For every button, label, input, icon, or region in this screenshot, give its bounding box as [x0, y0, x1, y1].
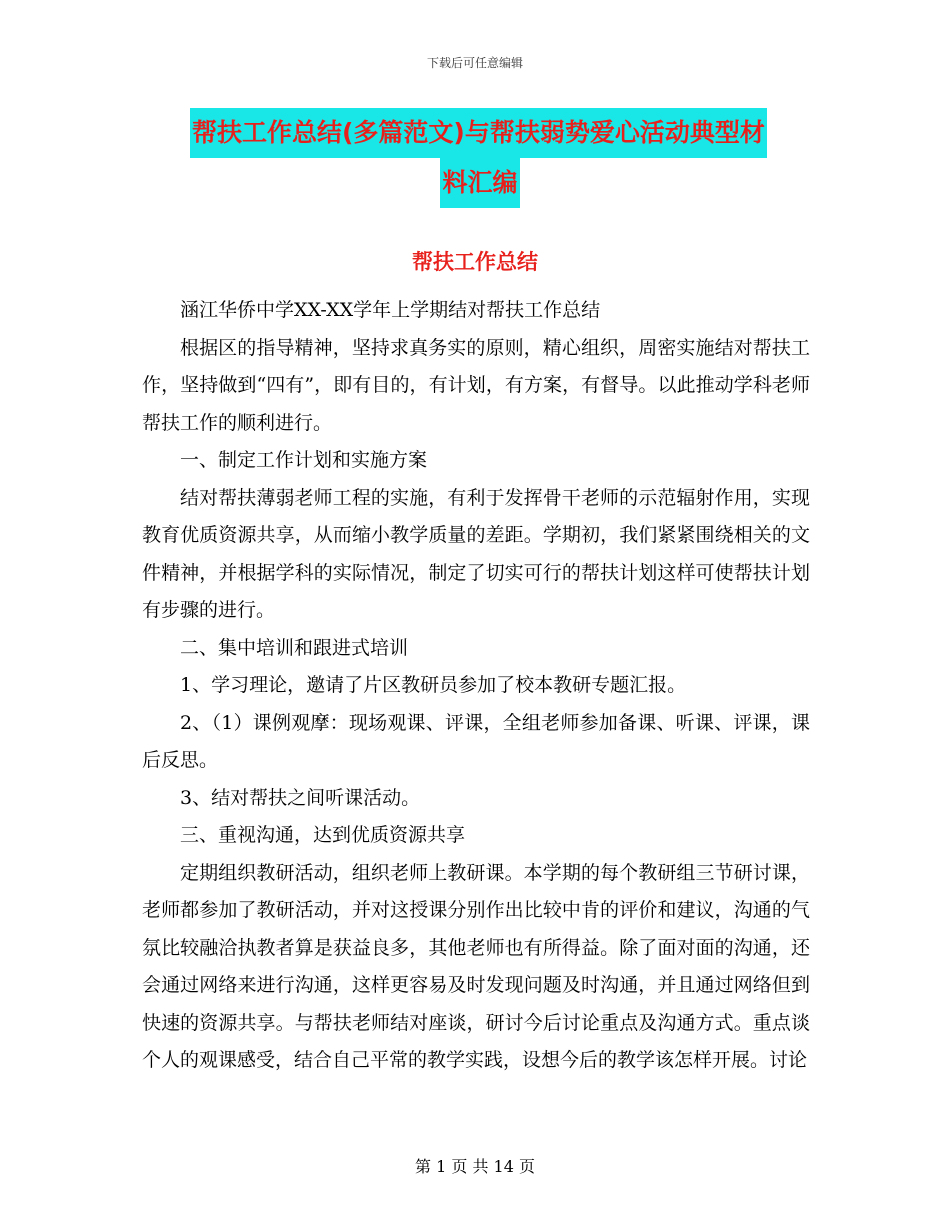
section-title: 帮扶工作总结	[412, 250, 538, 274]
page-header-note: 下载后可任意编辑	[426, 56, 523, 70]
title-line-1-text: 帮扶工作总结(多篇范文)与帮扶弱势爱心活动典型材	[190, 108, 767, 158]
paragraph: 二、集中培训和跟进式培训	[180, 636, 409, 659]
page-number-footer: 第 1 页 共 14 页	[415, 1157, 535, 1176]
paragraph: 2、（1）课例观摩：现场观课、评课，全组老师参加备课、听课、评课，课后反思。	[142, 711, 810, 771]
paragraph: 三、重视沟通，达到优质资源共享	[180, 824, 466, 846]
paragraph: 3、结对帮扶之间听课活动。	[180, 786, 421, 809]
title-line-2-text: 料汇编	[440, 158, 519, 208]
document-body	[142, 292, 810, 1080]
paragraph: 根据区的指导精神，坚持求真务实的原则，精心组织，周密实施结对帮扶工作，坚持做到“四有”，即有目的，有计划，有方案，有督导。以此推动学科老师帮扶工作的顺利进行。	[142, 336, 810, 434]
paragraph: 结对帮扶薄弱老师工程的实施，有利于发挥骨干老师的示范辐射作用，实现教育优质资源共享，从而缩小教学质量的差距。学期初，我们紧紧围绕相关的文件精神，并根据学科的实际情况，制定了切实可行的帮扶计划这样可使帮扶计划有步骤的进行。	[142, 486, 810, 621]
paragraph: 定期组织教研活动，组织老师上教研课。本学期的每个教研组三节研讨课，老师都参加了教研活动，并对这授课分别作出比较中肯的评价和建议，沟通的气氛比较融洽执教者算是获益良多，其他老师也有所得益。除了面对面的沟通，还会通过网络来进行沟通，这样更容易及时发现问题及时沟通，并且通过网络但到快速的资源共享。与帮扶老师结对座谈，研讨今后讨论重点及沟通方式。重点谈个人的观课感受，结合自己平常的教学实践，设想今后的教学该怎样开展。讨论	[142, 861, 810, 1071]
document-title	[190, 108, 810, 208]
paragraph: 1、学习理论，邀请了片区教研员参加了校本教研专题汇报。	[180, 674, 687, 696]
paragraph: 一、制定工作计划和实施方案	[180, 449, 428, 471]
paragraph: 涵江华侨中学XX-XX学年上学期结对帮扶工作总结	[180, 299, 601, 321]
title-line-2	[150, 158, 810, 208]
title-line-1	[190, 108, 810, 158]
